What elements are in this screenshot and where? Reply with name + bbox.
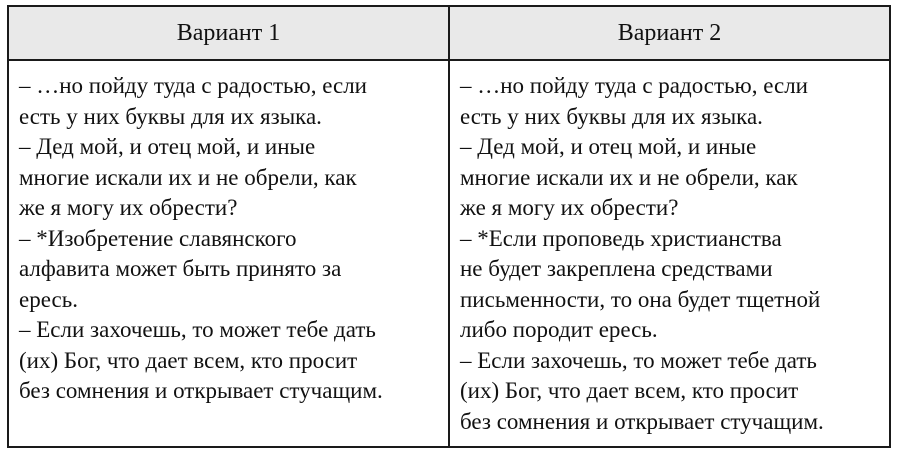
content-row bbox=[8, 60, 890, 447]
variant-1-line: многие искали их и не обрели, как bbox=[19, 164, 357, 190]
header-variant-2: Вариант 2 bbox=[449, 6, 890, 60]
variant-1-line: есть у них буквы для их языка. bbox=[19, 103, 322, 129]
variant-1-line: – Дед мой, и отец мой, и иные bbox=[19, 134, 316, 159]
variant-1-line: ересь. bbox=[19, 286, 78, 312]
variant-2-line: либо породит ересь. bbox=[460, 317, 658, 342]
header-row bbox=[8, 6, 890, 60]
variant-2-line: же я могу их обрести? bbox=[460, 195, 679, 220]
variants-table bbox=[7, 5, 891, 448]
variant-2-line: не будет закреплена средствами bbox=[460, 256, 773, 281]
variant-2-line: многие искали их и не обрели, как bbox=[460, 164, 798, 190]
variant-1-line: алфавита может быть принято за bbox=[19, 256, 342, 281]
variant-2-line: – …но пойду туда с радостью, если bbox=[460, 73, 808, 98]
variant-2-line: без сомнения и открывает стучащим. bbox=[460, 408, 824, 434]
variant-1-line: же я могу их обрести? bbox=[19, 195, 238, 220]
header-variant-1: Вариант 1 bbox=[8, 6, 449, 60]
variant-2-line: – Если захочешь, то может тебе дать bbox=[460, 347, 817, 373]
variant-1-line: – *Изобретение славянского bbox=[19, 225, 297, 251]
variant-2-line: есть у них буквы для их языка. bbox=[460, 103, 763, 129]
variant-2-line: письменности, то она будет тщетной bbox=[460, 286, 821, 312]
variant-1-line: (их) Бог, что дает всем, кто просит bbox=[19, 347, 358, 373]
variant-2-line: – Дед мой, и отец мой, и иные bbox=[460, 134, 757, 159]
variant-1-line: – Если захочешь, то может тебе дать bbox=[19, 317, 376, 342]
variant-2-cell bbox=[449, 60, 890, 447]
variant-2-line: (их) Бог, что дает всем, кто просит bbox=[460, 378, 799, 403]
document-page bbox=[7, 5, 891, 448]
variant-1-line: без сомнения и открывает стучащим. bbox=[19, 378, 383, 403]
variant-2-line: – *Если проповедь христианства bbox=[460, 225, 782, 251]
variant-1-cell bbox=[8, 60, 449, 447]
variant-1-line: – …но пойду туда с радостью, если bbox=[19, 73, 367, 98]
